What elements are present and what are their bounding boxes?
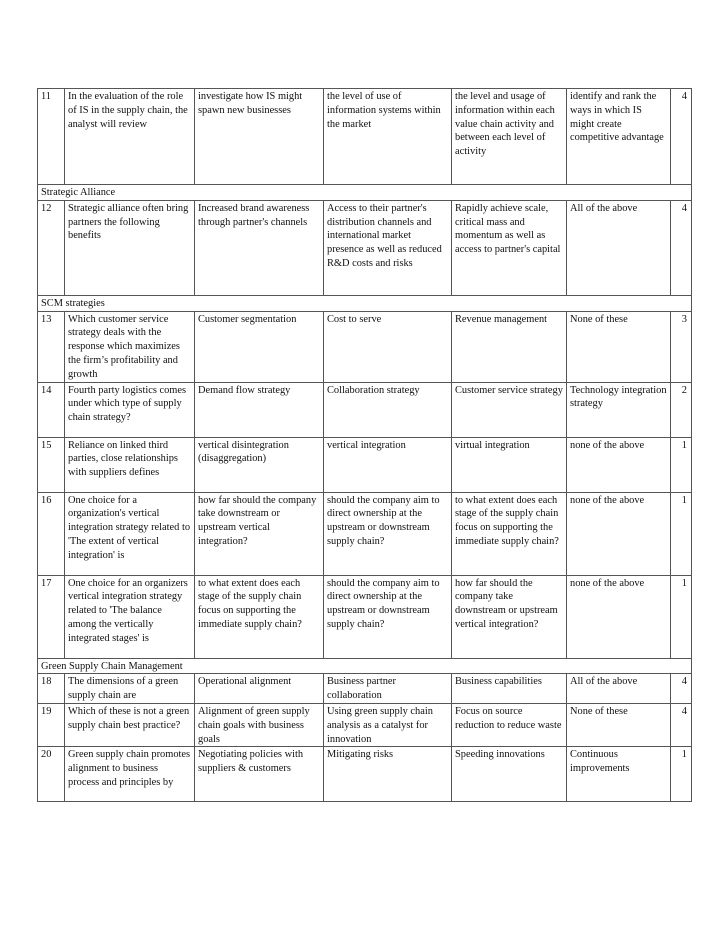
option-d: identify and rank the ways in which IS might create competitive advantage <box>567 89 671 185</box>
question-number: 14 <box>38 382 65 437</box>
section-title: Green Supply Chain Management <box>38 658 692 674</box>
table-row <box>38 437 692 492</box>
table-row <box>38 674 692 704</box>
question-number: 15 <box>38 437 65 492</box>
question-number: 11 <box>38 89 65 185</box>
answer-key: 4 <box>671 200 692 295</box>
question-text: Green supply chain promotes alignment to business process and principles by <box>65 747 195 802</box>
option-c: to what extent does each stage of the supply chain focus on supporting the immediate supply chain? <box>452 492 567 575</box>
table-row <box>38 747 692 802</box>
option-a: investigate how IS might spawn new businesses <box>195 89 324 185</box>
table-row <box>38 575 692 658</box>
option-d: Continuous improvements <box>567 747 671 802</box>
question-text: Strategic alliance often bring partners the following benefits <box>65 200 195 295</box>
option-d: None of these <box>567 703 671 746</box>
option-a: Increased brand awareness through partner's channels <box>195 200 324 295</box>
table-row <box>38 200 692 295</box>
question-text: Fourth party logistics comes under which type of supply chain strategy? <box>65 382 195 437</box>
option-c: how far should the company take downstream or upstream vertical integration? <box>452 575 567 658</box>
option-b: the level of use of information systems within the market <box>324 89 452 185</box>
question-text: Which customer service strategy deals with the response which maximizes the firm’s profitability and growth <box>65 311 195 382</box>
question-number: 19 <box>38 703 65 746</box>
question-number: 17 <box>38 575 65 658</box>
option-a: Alignment of green supply chain goals with business goals <box>195 703 324 746</box>
table-row <box>38 89 692 185</box>
document-page <box>37 88 691 802</box>
section-title: Strategic Alliance <box>38 185 692 201</box>
question-text: One choice for an organizers vertical integration strategy related to 'The balance among the vertically integrated stages' is <box>65 575 195 658</box>
option-d: none of the above <box>567 437 671 492</box>
section-header-row <box>38 295 692 311</box>
option-d: none of the above <box>567 492 671 575</box>
answer-key: 2 <box>671 382 692 437</box>
table-row <box>38 382 692 437</box>
option-a: Negotiating policies with suppliers & customers <box>195 747 324 802</box>
answer-key: 1 <box>671 492 692 575</box>
table-row <box>38 703 692 746</box>
option-c: Focus on source reduction to reduce waste <box>452 703 567 746</box>
option-b: vertical integration <box>324 437 452 492</box>
question-text: Which of these is not a green supply chain best practice? <box>65 703 195 746</box>
answer-key: 4 <box>671 674 692 704</box>
answer-key: 1 <box>671 747 692 802</box>
section-title: SCM strategies <box>38 295 692 311</box>
option-d: All of the above <box>567 674 671 704</box>
section-header-row <box>38 185 692 201</box>
answer-key: 3 <box>671 311 692 382</box>
answer-key: 1 <box>671 437 692 492</box>
option-c: the level and usage of information within each value chain activity and between each level of activity <box>452 89 567 185</box>
question-number: 20 <box>38 747 65 802</box>
option-a: Operational alignment <box>195 674 324 704</box>
question-text: One choice for a organization's vertical integration strategy related to 'The extent of vertical integration' is <box>65 492 195 575</box>
table-row <box>38 492 692 575</box>
question-text: In the evaluation of the role of IS in the supply chain, the analyst will review <box>65 89 195 185</box>
option-c: Customer service strategy <box>452 382 567 437</box>
question-number: 16 <box>38 492 65 575</box>
option-c: Speeding innovations <box>452 747 567 802</box>
option-b: Access to their partner's distribution channels and international market presence as well as reduced R&D costs and risks <box>324 200 452 295</box>
option-a: Demand flow strategy <box>195 382 324 437</box>
answer-key: 4 <box>671 89 692 185</box>
option-c: virtual integration <box>452 437 567 492</box>
option-b: Collaboration strategy <box>324 382 452 437</box>
option-c: Rapidly achieve scale, critical mass and momentum as well as access to partner's capital <box>452 200 567 295</box>
table-row <box>38 311 692 382</box>
table-body <box>38 89 692 802</box>
option-a: how far should the company take downstream or upstream vertical integration? <box>195 492 324 575</box>
question-text: Reliance on linked third parties, close relationships with suppliers defines <box>65 437 195 492</box>
option-b: should the company aim to direct ownership at the upstream or downstream supply chain? <box>324 575 452 658</box>
option-a: to what extent does each stage of the supply chain focus on supporting the immediate supply chain? <box>195 575 324 658</box>
answer-key: 1 <box>671 575 692 658</box>
answer-key: 4 <box>671 703 692 746</box>
option-d: Technology integration strategy <box>567 382 671 437</box>
question-number: 12 <box>38 200 65 295</box>
option-b: Mitigating risks <box>324 747 452 802</box>
question-number: 13 <box>38 311 65 382</box>
option-a: Customer segmentation <box>195 311 324 382</box>
option-b: should the company aim to direct ownership at the upstream or downstream supply chain? <box>324 492 452 575</box>
option-d: None of these <box>567 311 671 382</box>
option-b: Using green supply chain analysis as a catalyst for innovation <box>324 703 452 746</box>
option-c: Business capabilities <box>452 674 567 704</box>
option-b: Cost to serve <box>324 311 452 382</box>
question-text: The dimensions of a green supply chain are <box>65 674 195 704</box>
option-d: All of the above <box>567 200 671 295</box>
option-b: Business partner collaboration <box>324 674 452 704</box>
mcq-table <box>37 88 692 802</box>
section-header-row <box>38 658 692 674</box>
question-number: 18 <box>38 674 65 704</box>
option-d: none of the above <box>567 575 671 658</box>
option-c: Revenue management <box>452 311 567 382</box>
option-a: vertical disintegration (disaggregation) <box>195 437 324 492</box>
